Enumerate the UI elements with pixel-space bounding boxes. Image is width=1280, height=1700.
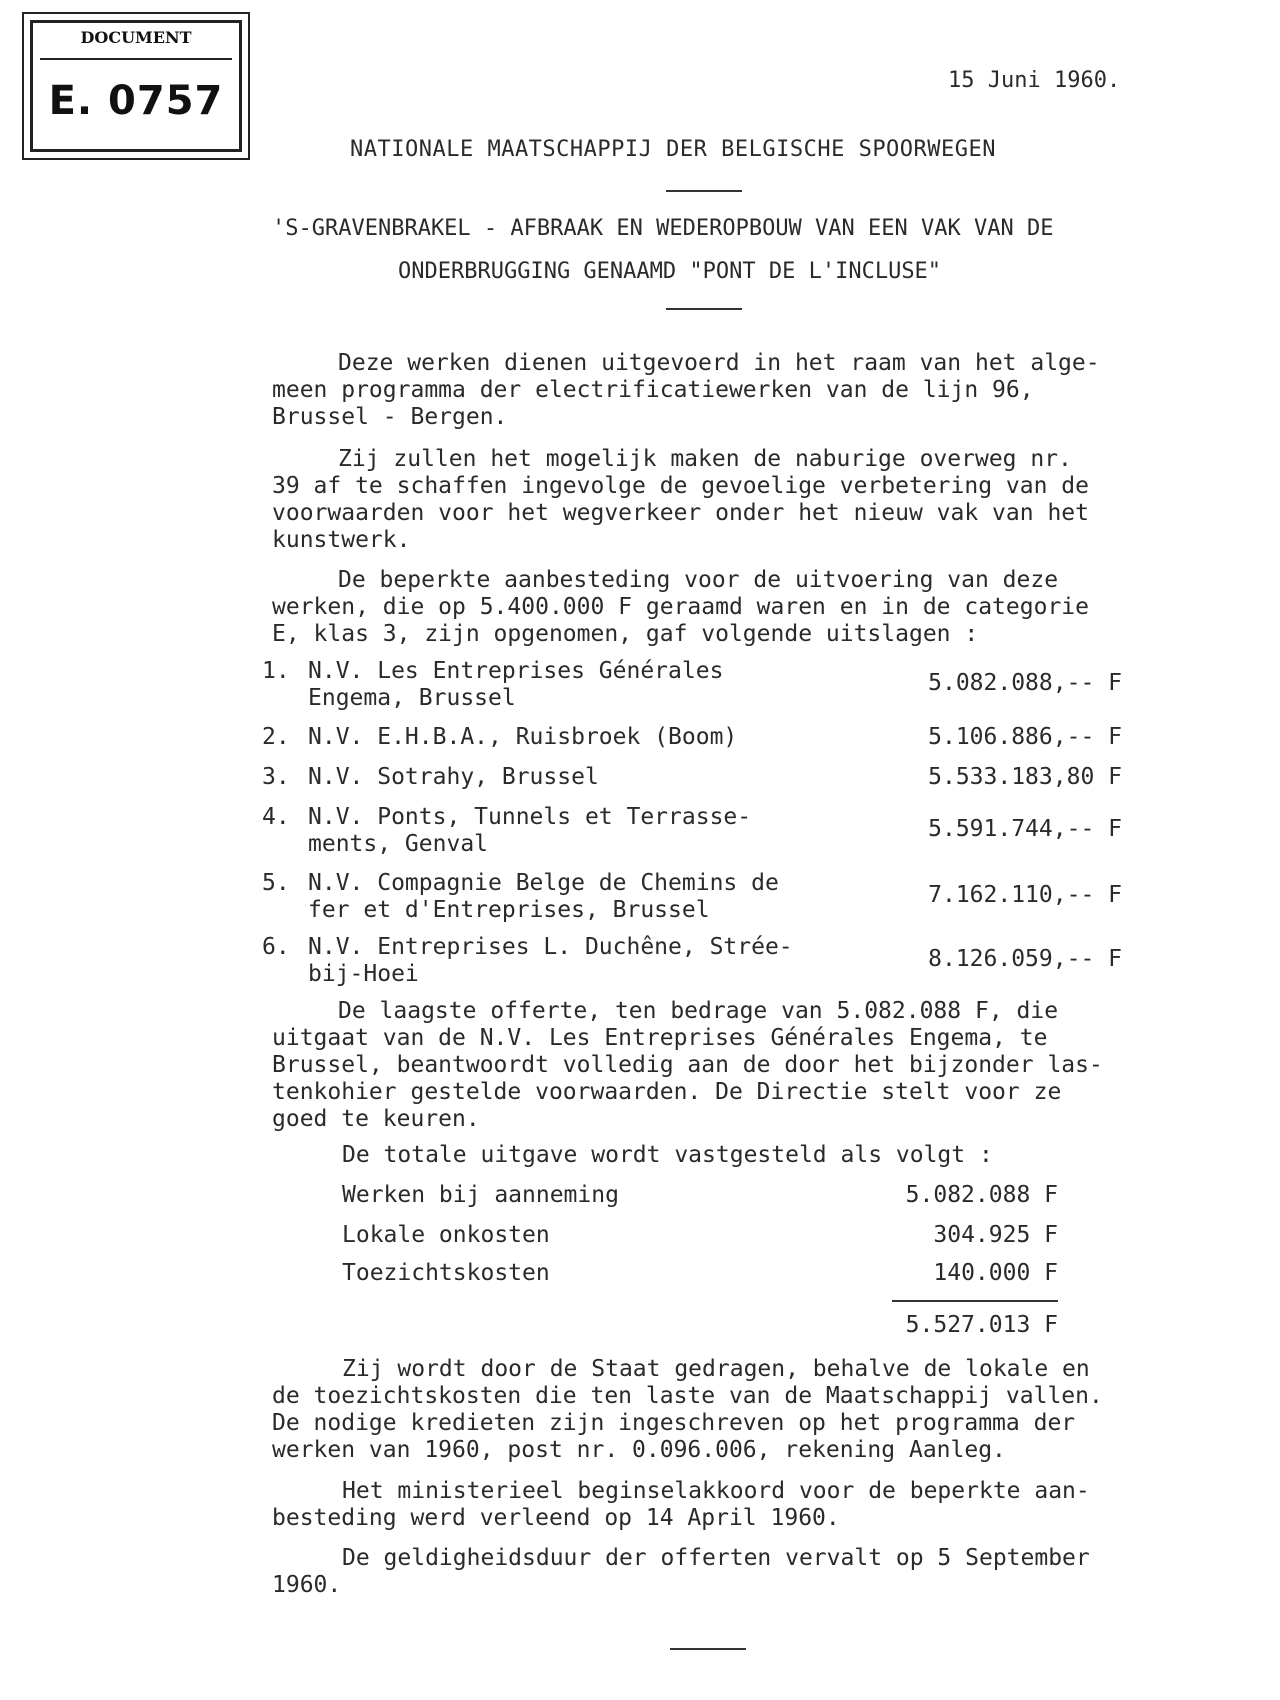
text-line: Brussel - Bergen. [272, 404, 508, 430]
text-line: werken van 1960, post nr. 0.096.006, rekening Aanleg. [272, 1437, 1006, 1463]
text-line: 1960. [272, 1572, 342, 1598]
bid-company [308, 764, 599, 791]
cost-value: 304.925 F [933, 1222, 1058, 1248]
paragraph-6 [272, 1478, 1172, 1532]
text-line: meen programma der electrificatiewerken van de lijn 96, [272, 377, 1034, 403]
costs-intro: De totale uitgave wordt vastgesteld als volgt : [342, 1142, 993, 1168]
paragraph-2 [272, 446, 1172, 554]
bid-number: 1. [262, 658, 290, 684]
text-line: werken, die op 5.400.000 F geraamd waren en in de categorie [272, 594, 1089, 620]
cost-total: 5.527.013 F [905, 1312, 1058, 1338]
bid-number: 3. [262, 764, 290, 790]
bid-number: 2. [262, 724, 290, 750]
organisation-name: NATIONALE MAATSCHAPPIJ DER BELGISCHE SPOORWEGEN [350, 137, 997, 162]
text-line: E, klas 3, zijn opgenomen, gaf volgende uitslagen : [272, 621, 979, 647]
divider-rule [666, 190, 742, 192]
text-line: ments, Genval [308, 831, 489, 857]
text-line: kunstwerk. [272, 527, 411, 553]
cost-label: Lokale onkosten [342, 1222, 550, 1248]
paragraph-4 [272, 998, 1172, 1133]
text-line: N.V. E.H.B.A., Ruisbroek (Boom) [308, 724, 738, 750]
bid-amount: 8.126.059,-- F [928, 946, 1122, 972]
bid-number: 5. [262, 870, 290, 896]
bid-amount: 5.533.183,80 F [928, 764, 1122, 790]
text-line: uitgaat van de N.V. Les Entreprises Générales Engema, te [272, 1025, 1048, 1051]
text-line: N.V. Ponts, Tunnels et Terrasse- [308, 804, 752, 830]
text-line: Zij wordt door de Staat gedragen, behalve de lokale en [342, 1356, 1090, 1382]
cost-value: 140.000 F [933, 1260, 1058, 1286]
text-line: goed te keuren. [272, 1106, 480, 1132]
text-line: tenkohier gestelde voorwaarden. De Directie stelt voor ze [272, 1079, 1062, 1105]
text-line: De nodige kredieten zijn ingeschreven op het programma der [272, 1410, 1076, 1436]
title-line-2: ONDERBRUGGING GENAAMD "PONT DE L'INCLUSE" [398, 259, 942, 284]
cost-label: Werken bij aanneming [342, 1182, 619, 1208]
text-line: Het ministerieel beginselakkoord voor de beperkte aan- [342, 1478, 1090, 1504]
bid-amount: 5.106.886,-- F [928, 724, 1122, 750]
stamp-divider [40, 58, 232, 60]
bid-number: 6. [262, 934, 290, 960]
text-line: N.V. Entreprises L. Duchêne, Strée- [308, 934, 793, 960]
bid-company [308, 658, 723, 712]
divider-rule [670, 1648, 746, 1650]
text-line: fer et d'Entreprises, Brussel [308, 897, 710, 923]
cost-value: 5.082.088 F [905, 1182, 1058, 1208]
title-line-1: 'S-GRAVENBRAKEL - AFBRAAK EN WEDEROPBOUW VAN EEN VAK VAN DE [272, 216, 1054, 241]
stamp-label: DOCUMENT [80, 28, 192, 47]
paragraph-5 [272, 1356, 1172, 1464]
text-line: N.V. Compagnie Belge de Chemins de [308, 870, 779, 896]
text-line: Engema, Brussel [308, 685, 516, 711]
paragraph-1 [272, 350, 1172, 431]
paragraph-7 [272, 1545, 1172, 1599]
bid-amount: 5.591.744,-- F [928, 816, 1122, 842]
bid-company [308, 724, 737, 751]
cost-label: Toezichtskosten [342, 1260, 550, 1286]
text-line: Deze werken dienen uitgevoerd in het raam van het alge- [338, 350, 1100, 376]
bid-company [308, 804, 751, 858]
bid-company [308, 870, 779, 924]
text-line: N.V. Sotrahy, Brussel [308, 764, 599, 790]
document-stamp [22, 12, 250, 160]
text-line: Zij zullen het mogelijk maken de naburige overweg nr. [338, 446, 1072, 472]
text-line: De laagste offerte, ten bedrage van 5.082.088 F, die [338, 998, 1059, 1024]
bid-amount: 5.082.088,-- F [928, 670, 1122, 696]
text-line: Brussel, beantwoordt volledig aan de door het bijzonder las- [272, 1052, 1103, 1078]
text-line: de toezichtskosten die ten laste van de Maatschappij vallen. [272, 1383, 1103, 1409]
text-line: voorwaarden voor het wegverkeer onder het nieuw vak van het [272, 500, 1089, 526]
document-date: 15 Juni 1960. [948, 68, 1121, 93]
text-line: bij-Hoei [308, 961, 419, 987]
text-line: De beperkte aanbesteding voor de uitvoering van deze [338, 567, 1059, 593]
text-line: besteding werd verleend op 14 April 1960. [272, 1505, 840, 1531]
paragraph-3 [272, 567, 1172, 648]
stamp-code: E. 0757 [48, 78, 224, 124]
text-line: 39 af te schaffen ingevolge de gevoelige verbetering van de [272, 473, 1089, 499]
total-rule [892, 1300, 1058, 1302]
bid-number: 4. [262, 804, 290, 830]
bid-company [308, 934, 793, 988]
text-line: N.V. Les Entreprises Générales [308, 658, 724, 684]
divider-rule [666, 308, 742, 310]
bid-amount: 7.162.110,-- F [928, 882, 1122, 908]
text-line: De geldigheidsduur der offerten vervalt op 5 September [342, 1545, 1090, 1571]
